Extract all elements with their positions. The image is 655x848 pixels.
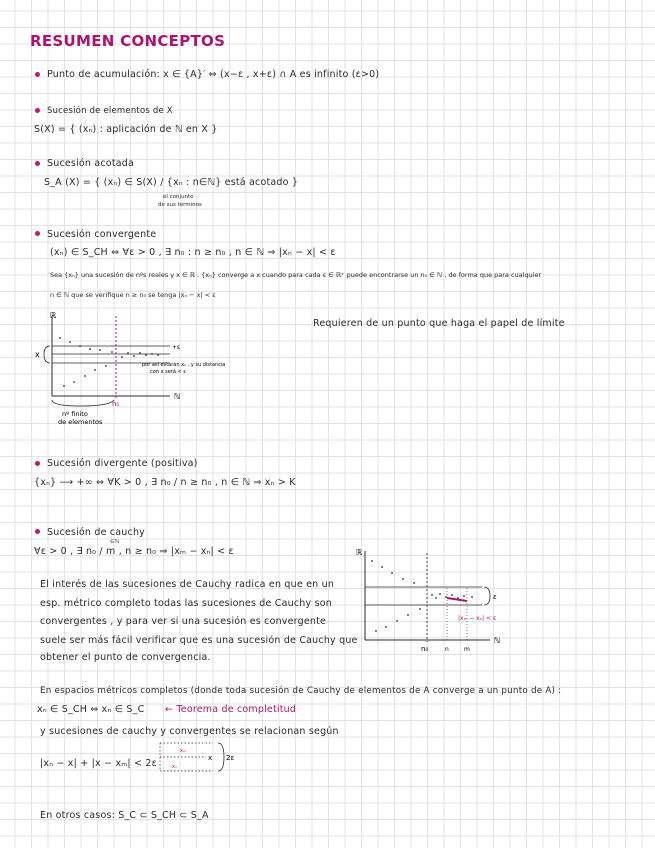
limit-label: x bbox=[35, 350, 40, 359]
sequence-point bbox=[407, 614, 409, 616]
sequence-point bbox=[402, 578, 404, 580]
sequence-point bbox=[391, 572, 393, 574]
sequence-point bbox=[413, 582, 415, 584]
diagram-two-epsilon-label: 2ε bbox=[226, 754, 235, 762]
sequence-point bbox=[151, 353, 153, 355]
diagram-xm-label: xₘ bbox=[180, 748, 187, 754]
completeness-theorem-note: ← Teorema de completitud bbox=[165, 704, 297, 715]
sequence-point bbox=[89, 348, 91, 350]
diagram-xn-label: xₙ bbox=[172, 764, 177, 770]
sequence-point bbox=[69, 341, 71, 343]
set-inclusions: En otros casos: S_C ⊂ S_CH ⊂ S_A bbox=[40, 810, 209, 821]
convergent-explanation-1: Sea {xₙ} una sucesión de nºs reales y x ∈ ℝ . {xₙ} converge a x cuando para cada ε ∈ ℝ⁺ puede encontrarse un n₀ ∈ ℕ , de forma que para cualquier bbox=[50, 271, 542, 279]
sequence-point bbox=[139, 352, 141, 354]
completeness-equivalence: xₙ ∈ S_CH ⇔ xₙ ∈ S_C bbox=[37, 704, 145, 715]
convergent-side-note: Requieren de un punto que haga el papel de límite bbox=[313, 318, 565, 329]
sequence-point bbox=[385, 626, 387, 628]
two-epsilon-diagram bbox=[158, 741, 248, 781]
bounded-sequence-heading: Sucesión acotada bbox=[47, 158, 135, 169]
sequence-point bbox=[419, 608, 421, 610]
page-title: RESUMEN CONCEPTOS bbox=[30, 32, 226, 50]
sequence-point bbox=[463, 595, 465, 597]
n0-label: n₀ bbox=[112, 400, 120, 408]
sequence-point bbox=[431, 594, 433, 596]
cauchy-graph bbox=[350, 543, 520, 658]
bullet bbox=[35, 108, 40, 113]
y-axis-label: ℝ bbox=[50, 311, 57, 320]
convergent-explanation-2: n ∈ ℕ que se verifique n ≥ n₀ se tenga |xₙ − x| < ε bbox=[50, 291, 216, 299]
distance-label: |xₘ − xₙ| < ε bbox=[458, 615, 497, 622]
sequence-point bbox=[63, 385, 65, 387]
brace-label-1: nº finito bbox=[62, 410, 88, 418]
cauchy-paragraph-1: El interés de las sucesiones de Cauchy radica en que en un bbox=[40, 579, 335, 590]
sequence-point bbox=[435, 597, 437, 599]
divergent-definition: {xₙ} ⟶ +∞ ⇔ ∀K > 0 , ∃ n₀ / n ≥ n₀ , n ∈ ℕ ⇒ xₙ > K bbox=[34, 477, 296, 488]
x-axis-label: ℕ bbox=[174, 392, 181, 401]
sequence-point bbox=[73, 381, 75, 383]
sequence-definition: S(X) = { (xₙ) : aplicación de ℕ en X } bbox=[34, 124, 218, 135]
distance-highlight bbox=[447, 598, 467, 601]
sequence-point bbox=[439, 593, 441, 595]
sequence-point bbox=[99, 349, 101, 351]
bullet bbox=[35, 529, 40, 534]
sequence-point bbox=[457, 597, 459, 599]
epsilon-brace bbox=[44, 346, 50, 363]
sequence-point bbox=[133, 355, 135, 357]
epsilon-brace bbox=[484, 587, 490, 605]
graph-annotation-1: por así estarán xₙ , y su distancia bbox=[142, 362, 226, 368]
sequence-point bbox=[145, 354, 147, 356]
sequence-point bbox=[105, 365, 107, 367]
epsilon-label: ε bbox=[493, 593, 497, 601]
m-label: m bbox=[464, 646, 470, 653]
cauchy-def-annotation: ∈ℕ bbox=[110, 539, 120, 545]
sequence-point bbox=[375, 630, 377, 632]
sequence-point bbox=[157, 354, 159, 356]
cauchy-paragraph-2: esp. métrico completo todas las sucesiones de Cauchy son bbox=[40, 598, 332, 609]
bounded-sequence-definition: S_A (X) = { (xₙ) ∈ S(X) / {xₙ : n∈ℕ} está acotado } bbox=[44, 177, 299, 188]
sequence-point bbox=[121, 356, 123, 358]
cauchy-paragraph-4: suele ser más fácil verificar que es una sucesión de Cauchy que bbox=[40, 635, 358, 646]
sequence-point bbox=[451, 594, 453, 596]
brace-label-2: de elementos bbox=[58, 418, 103, 426]
divergent-heading: Sucesión divergente (positiva) bbox=[47, 458, 198, 469]
y-axis-label: ℝ bbox=[356, 548, 363, 557]
sequence-point bbox=[79, 345, 81, 347]
sequence-point bbox=[381, 566, 383, 568]
bounded-note-line2: de sus términos bbox=[158, 202, 202, 208]
bounded-note-line1: el conjunto bbox=[163, 194, 194, 200]
triangle-inequality: |xₙ − x| + |x − xₘ| < 2ε bbox=[40, 758, 157, 769]
graph-annotation-2: con x será < ε bbox=[150, 369, 186, 375]
sequence-point bbox=[127, 352, 129, 354]
convergence-graph bbox=[30, 308, 270, 438]
sequence-point bbox=[111, 351, 113, 353]
epsilon-label: +ε bbox=[172, 344, 181, 351]
sequence-point bbox=[471, 596, 473, 598]
bullet bbox=[35, 161, 40, 166]
cauchy-definition: ∀ε > 0 , ∃ n₀ / m , n ≥ n₀ ⇒ |xₘ − xₙ| < ε bbox=[34, 546, 234, 557]
sequence-point bbox=[94, 369, 96, 371]
bullet bbox=[35, 72, 40, 77]
complete-spaces-line: En espacios métricos completos (donde toda sucesión de Cauchy de elementos de A converge a un punto de A) : bbox=[40, 686, 562, 696]
n0-label: n₀ bbox=[421, 645, 429, 653]
two-epsilon-brace bbox=[218, 743, 224, 771]
bullet bbox=[35, 231, 40, 236]
cauchy-heading: Sucesión de cauchy bbox=[47, 527, 145, 538]
cauchy-paragraph-5: obtener el punto de convergencia. bbox=[40, 652, 211, 663]
sequence-point bbox=[371, 560, 373, 562]
convergent-definition: (xₙ) ∈ S_CH ⇔ ∀ε > 0 , ∃ n₀ : n ≥ n₀ , n ∈ ℕ ⇒ |xₙ − x| < ε bbox=[50, 247, 336, 258]
sequence-heading: Sucesión de elementos de X bbox=[47, 106, 173, 116]
sequence-point bbox=[84, 375, 86, 377]
convergent-heading: Sucesión convergente bbox=[47, 229, 157, 240]
n-label: n bbox=[445, 646, 449, 653]
sequence-point bbox=[59, 337, 61, 339]
relation-line: y sucesiones de cauchy y convergentes se relacionan según bbox=[40, 726, 339, 737]
cauchy-paragraph-3: convergentes , y para ver si una sucesión es convergente bbox=[40, 616, 327, 627]
sequence-point bbox=[396, 620, 398, 622]
accumulation-point-definition: Punto de acumulación: x ∈ {A}′ ⇔ (x−ε , x+ε) ∩ A es infinito (ε>0) bbox=[47, 69, 380, 80]
sequence-point bbox=[445, 596, 447, 598]
finite-brace bbox=[52, 400, 114, 406]
diagram-x-label: x bbox=[208, 754, 213, 762]
x-axis-label: ℕ bbox=[494, 636, 501, 645]
bullet bbox=[35, 461, 40, 466]
